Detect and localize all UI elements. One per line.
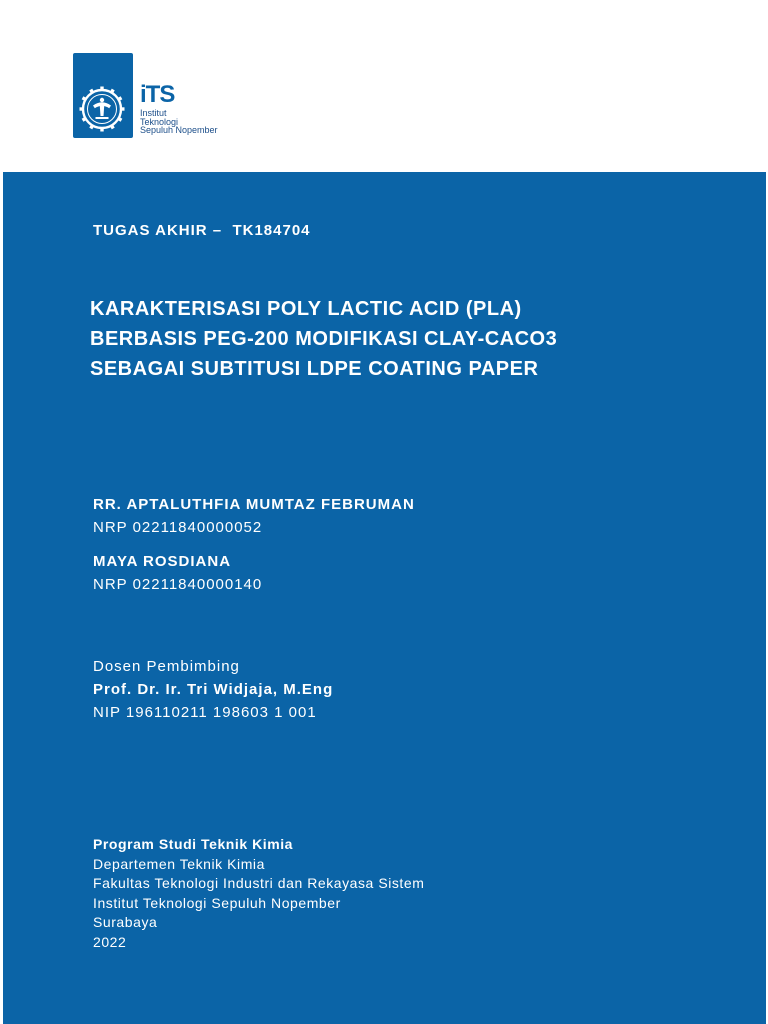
- university: Institut Teknologi Sepuluh Nopember: [93, 894, 341, 911]
- department: Departemen Teknik Kimia: [93, 855, 265, 872]
- title-line: KARAKTERISASI POLY LACTIC ACID (PLA): [90, 298, 522, 320]
- author-block: [93, 493, 415, 539]
- supervisor-label: Dosen Pembimbing: [93, 658, 240, 675]
- cover-panel: [3, 172, 766, 1024]
- thesis-title: [90, 294, 557, 384]
- logo-name-line: Teknologi: [140, 116, 179, 127]
- author-nrp: NRP 02211840000052: [93, 519, 263, 536]
- logo-institution-name: [140, 109, 218, 135]
- institution: [93, 835, 424, 953]
- author-name: MAYA ROSDIANA: [93, 553, 232, 570]
- year: 2022: [93, 933, 127, 950]
- authors: [93, 493, 415, 607]
- logo-name-line: Sepuluh Nopember: [140, 125, 218, 135]
- logo-name-line: Institut: [140, 108, 167, 118]
- author-name: RR. APTALUTHFIA MUMTAZ FEBRUMAN: [93, 496, 415, 513]
- title-line: BERBASIS PEG-200 MODIFIKASI CLAY-CACO3: [90, 328, 558, 350]
- supervisor-nip: NIP 196110211 198603 1 001: [93, 704, 317, 721]
- faculty: Fakultas Teknologi Industri dan Rekayasa Sistem: [93, 875, 425, 892]
- city: Surabaya: [93, 914, 158, 931]
- author-block: [93, 550, 415, 596]
- logo-abbreviation: iTS: [140, 81, 175, 108]
- title-line: SEBAGAI SUBTITUSI LDPE COATING PAPER: [90, 358, 539, 380]
- author-nrp: NRP 02211840000140: [93, 576, 263, 593]
- its-logo-emblem: [73, 53, 133, 138]
- supervisor-name: Prof. Dr. Ir. Tri Widjaja, M.Eng: [93, 681, 334, 698]
- study-program: Program Studi Teknik Kimia: [93, 836, 293, 852]
- its-logo: [73, 53, 233, 138]
- document-type: TUGAS AKHIR – TK184704: [93, 222, 311, 239]
- supervisor: [93, 655, 333, 724]
